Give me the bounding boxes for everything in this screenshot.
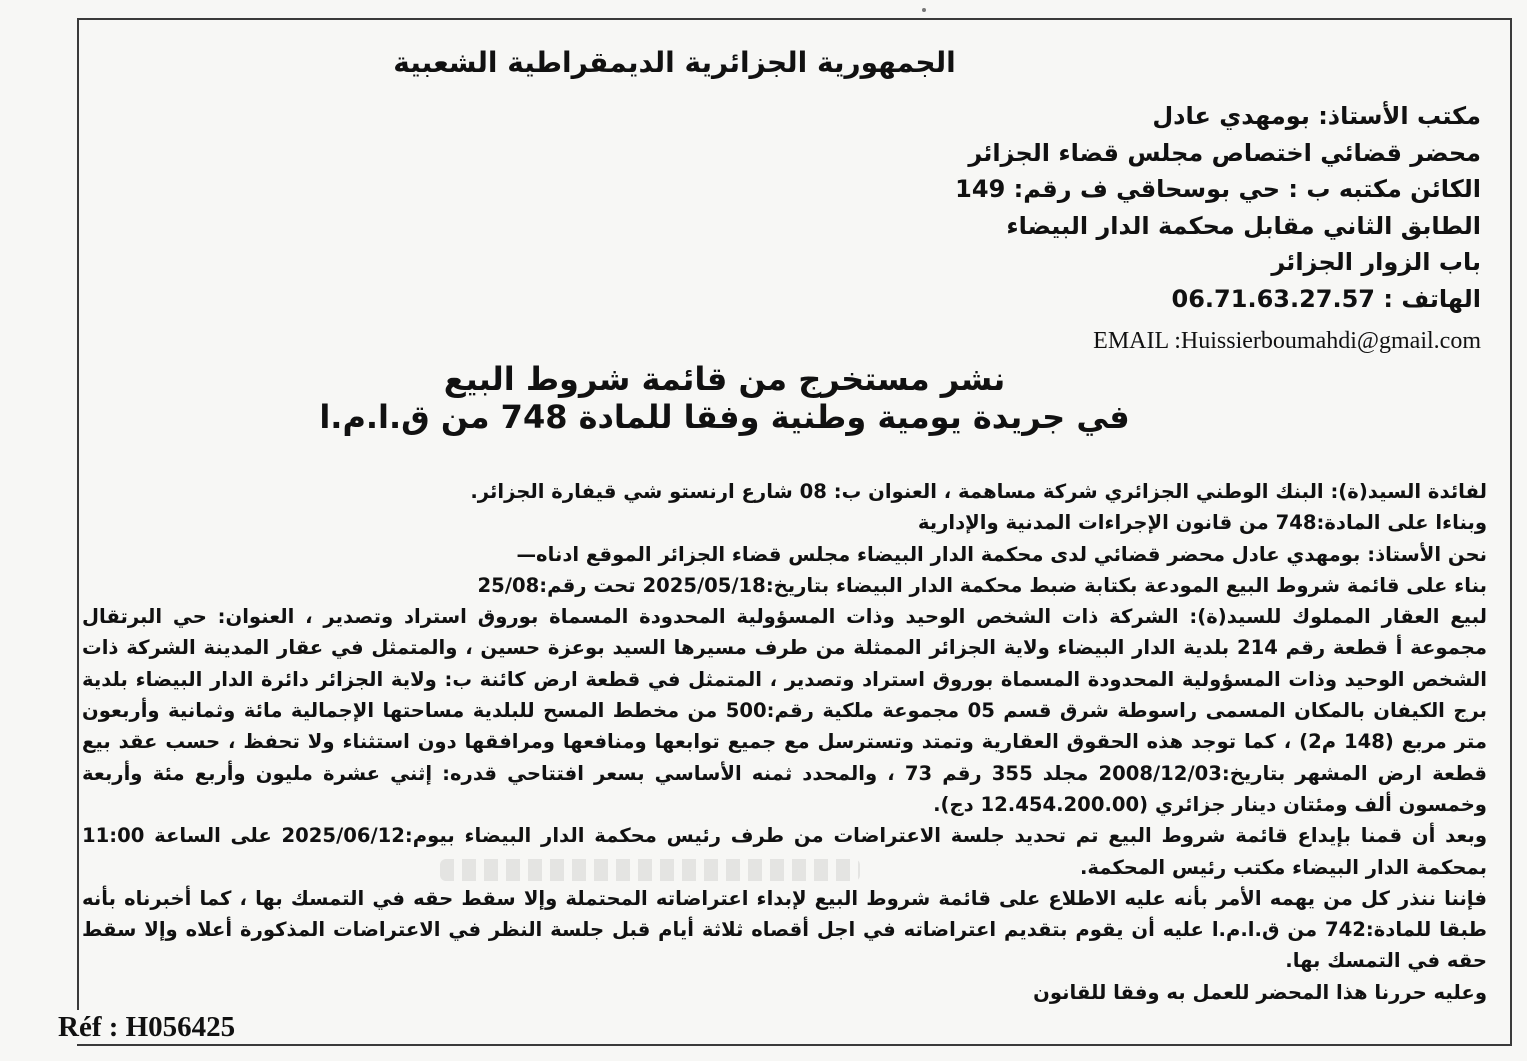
notice-title-line1: نشر مستخرج من قائمة شروط البيع xyxy=(443,360,1006,398)
office-header xyxy=(781,98,1481,317)
header-line-address: الكائن مكتبه ب : حي بوسحاقي ف رقم: 149 xyxy=(955,175,1481,203)
phone-line xyxy=(781,281,1481,318)
hearing-paragraph: وبعد أن قمنا بإيداع قائمة شروط البيع تم تحديد جلسة الاعتراضات من طرف رئيس محكمة الدار البيضاء بيوم:2025/06/12 على الساعة 11:00 بمحكمة الدار البيضاء مكتب رئيس المحكمة. xyxy=(82,824,1488,879)
republic-heading: الجمهورية الجزائرية الديمقراطية الشعبية xyxy=(393,46,956,79)
speck xyxy=(922,8,926,12)
closing-paragraph: وعليه حررنا هذا المحضر للعمل به وفقا للقانون xyxy=(1033,980,1487,1004)
stamp-smudge xyxy=(440,859,860,881)
header-line-city: باب الزوار الجزائر xyxy=(1271,248,1481,276)
header-line-jurisdiction: محضر قضائي اختصاص مجلس قضاء الجزائر xyxy=(968,138,1481,167)
notice-body xyxy=(82,476,1487,1008)
header-line-office: مكتب الأستاذ: بومهدي عادل xyxy=(1152,102,1481,130)
beneficiary-paragraph: لفائدة السيد(ة): البنك الوطني الجزائري شركة مساهمة ، العنوان ب: 08 شارع ارنستو شي قيفارة الجزائر. xyxy=(470,480,1487,503)
phone-label: الهاتف : xyxy=(1383,284,1481,313)
bailiff-paragraph: نحن الأستاذ: بومهدي عادل محضر قضائي لدى محكمة الدار البيضاء مجلس قضاء الجزائر الموقع ادناه— xyxy=(516,542,1487,566)
warning-paragraph: فإننا ننذر كل من يهمه الأمر بأنه عليه الاطلاع على قائمة شروط البيع لإبداء اعتراضاته المحتملة وإلا سقط حقه في التمسك بها ، كما أخبرناه بأنه طبقا للمادة:742 من ق.ا.م.ا عليه أن يقوم بتقديم اعتراضاته في اجل أقصاه ثلاثة أيام قبل جلسة النظر في الاعتراضات المذكورة أعلاه وإلا سقط حقه في التمسك بها. xyxy=(82,886,1487,973)
notice-document xyxy=(80,20,1509,1040)
legal-basis-paragraph: وبناءا على المادة:748 من قانون الإجراءات المدنية والإدارية xyxy=(917,511,1487,535)
email-line: EMAIL :Huissierboumahdi@gmail.com xyxy=(1093,328,1481,354)
phone-number: 06.71.63.27.57 xyxy=(1171,284,1375,313)
deposit-paragraph: بناء على قائمة شروط البيع المودعة بكتابة ضبط محكمة الدار البيضاء بتاريخ:2025/05/18 تحت رقم:25/08 xyxy=(477,573,1487,597)
header-line-floor: الطابق الثاني مقابل محكمة الدار البيضاء xyxy=(1006,211,1481,240)
notice-title-line2: في جريدة يومية وطنية وفقا للمادة 748 من ق.ا.م.ا xyxy=(319,398,1130,436)
reference-number: Réf : H056425 xyxy=(52,1010,241,1044)
property-paragraph: لبيع العقار المملوك للسيد(ة): الشركة ذات الشخص الوحيد وذات المسؤولية المحدودة المسماة بوروق استراد وتصدير ، العنوان: حي البرتقال مجموعة أ قطعة رقم 214 بلدية الدار البيضاء ولاية الجزائر الممثلة من طرف مسيرها السيد بوعزة حسين ، والمتمثل في عقار المدينة الشركة ذات الشخص الوحيد وذات المسؤولية المحدودة المسماة بوروق استراد وتصدير ، المتمثل في قطعة ارض كائنة ب: ولاية الجزائر دائرة الدار البيضاء بلدية برج الكيفان بالمكان المسمى راسوطة شرق قسم 05 مجموعة ملكية رقم:500 من مخطط المسح للبلدية مساحتها الإجمالية مائة وثمانية وأربعون متر مربع (148 م2) ، كما توجد هذه الحقوق العقارية وتمتد وتسترسل مع جميع توابعها ومنافعها ومرافقها دون استثناء ولا تحفظ ، حسب عقد بيع قطعة ارض المشهر بتاريخ:2008/12/03 مجلد 355 رقم 73 ، والمحدد ثمنه الأساسي بسعر افتتاحي قدره: إثني عشرة مليون وأربع مئة وأربعة وخمسون ألف ومئتان دينار جزائري (12.454.200.00 دج). xyxy=(82,605,1488,816)
